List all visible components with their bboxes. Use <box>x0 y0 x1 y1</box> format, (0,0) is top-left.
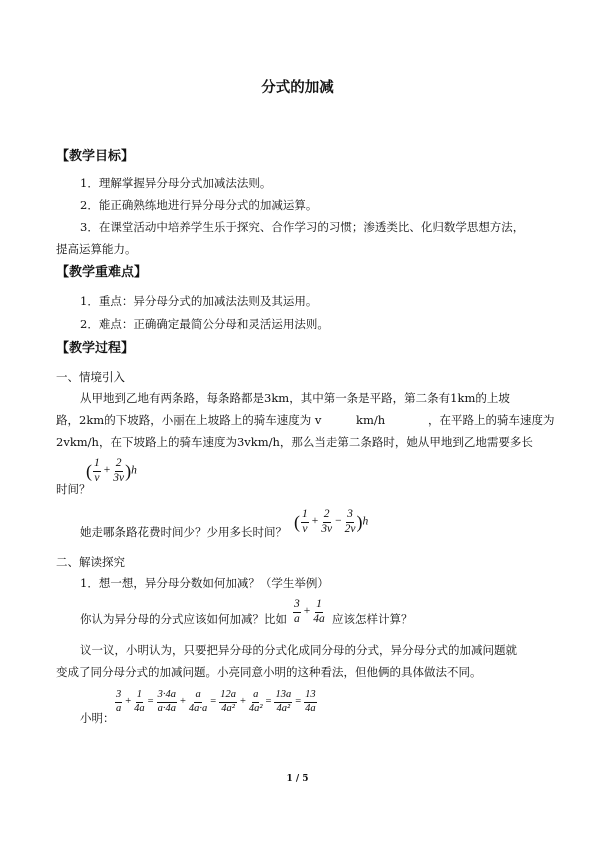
scenario-line-2a: 路，2km的下坡路，小丽在上坡路上的骑车速度为 v <box>56 413 322 427</box>
explore-line-2b: 应该怎样计算？ <box>332 612 413 626</box>
formula-xiaoming-method: $\frac{3}{a}$ + $\frac{1}{4a}$ = $\frac{3\cdot 4a}{a\cdot 4a}$ + $\frac{a}{4a\cdot a}$ = $\frac{12a}{\text{4a²}}$ + $\frac{a}{\text{4a²}}$ = $\frac{13a}{\text{4a²}}$ = $\frac{13}{4a}$ <box>116 689 316 714</box>
explore-line-1: 1．想一想，异分母分数如何加减？（学生举例） <box>80 576 329 590</box>
discuss-line-2: 变成了同分母分式的加减问题。小亮同意小明的这种看法，但他俩的具体做法不同。 <box>56 665 482 679</box>
section-heading-key-points: 【教学重难点】 <box>56 265 148 280</box>
key-point-1: 1．重点：异分母分式的加减法法则及其运用。 <box>80 294 318 308</box>
formula-example: $\frac{3}{a}$ + $\frac{1}{4a}$ <box>294 598 325 625</box>
scenario-line-4: 时间？ <box>56 482 91 496</box>
question-less-time: 她走哪条路花费时间少？少用多长时间？ <box>80 525 287 539</box>
part2-heading: 二、解读探究 <box>56 555 125 569</box>
goal-item-3: 3．在课堂活动中培养学生乐于探究、合作学习的习惯；渗透类比、化归数学思想方法， <box>80 220 525 234</box>
formula-time-difference: ( $\frac{1}{v}$ + $\frac{2}{3v}$ − $\frac{3}{2v}$ )h <box>294 508 369 535</box>
scenario-line-2b: km/h <box>356 413 386 427</box>
section-heading-goals: 【教学目标】 <box>56 149 135 164</box>
goal-item-3-cont: 提高运算能力。 <box>56 242 137 256</box>
scenario-line-1: 从甲地到乙地有两条路，每条路都是3km，其中第一条是平路，第二条有1km的上坡 <box>80 391 510 405</box>
explore-line-2a: 你认为异分母的分式应该如何加减？比如 <box>80 612 287 626</box>
key-point-2: 2．难点：正确确定最简公分母和灵活运用法则。 <box>80 317 329 331</box>
goal-item-1: 1．理解掌握异分母分式加减法法则。 <box>80 176 272 190</box>
goal-item-2: 2．能正确熟练地进行异分母分式的加减运算。 <box>80 198 318 212</box>
page-title: 分式的加减 <box>261 79 334 96</box>
formula-time-route2: ( $\frac{1}{v}$ + $\frac{2}{3v}$ )h <box>86 457 137 484</box>
part1-heading: 一、情境引入 <box>56 370 125 384</box>
scenario-line-3: 2vkm/h，在下坡路上的骑车速度为3vkm/h，那么当走第二条路时，她从甲地到乙地需要多长 <box>56 435 533 449</box>
page-number: 1 / 5 <box>286 774 309 784</box>
scenario-line-2c: ，在平路上的骑车速度为 <box>428 413 555 427</box>
xiaoming-label: 小明： <box>80 711 115 725</box>
discuss-line-1: 议一议，小明认为，只要把异分母的分式化成同分母的分式，异分母分式的加减问题就 <box>80 643 517 657</box>
section-heading-process: 【教学过程】 <box>56 341 135 356</box>
